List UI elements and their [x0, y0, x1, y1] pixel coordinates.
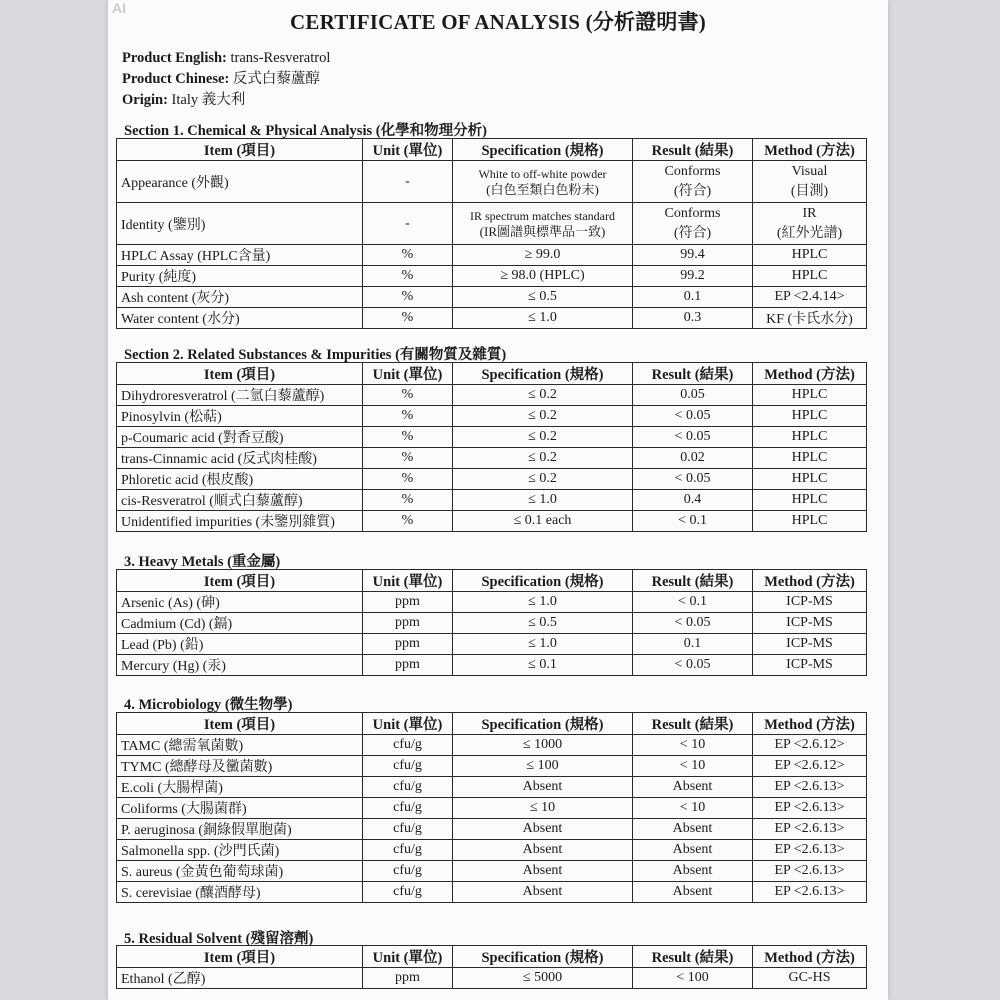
header-method: Method (方法) [753, 139, 867, 161]
cell-method: ICP-MS [753, 634, 867, 655]
cell-result: < 10 [633, 756, 753, 777]
cell-result: < 0.05 [633, 655, 753, 676]
cell-result: 0.4 [633, 490, 753, 511]
cell-item: Cadmium (Cd) (鎘) [117, 613, 363, 634]
cell-method: HPLC [753, 511, 867, 532]
cell-item: Identity (鑒別) [117, 203, 363, 245]
cell-item: E.coli (大腸桿菌) [117, 777, 363, 798]
product-chinese-label: Product Chinese: [122, 71, 230, 87]
cell-spec: ≤ 0.2 [453, 406, 633, 427]
product-english-label: Product English: [122, 50, 227, 66]
cell-item: Pinosylvin (松萜) [117, 406, 363, 427]
table-row [117, 287, 867, 308]
cell-unit: % [363, 511, 453, 532]
table-row [117, 203, 867, 245]
cell-method: EP <2.6.13> [753, 861, 867, 882]
cell-result: < 0.1 [633, 511, 753, 532]
cell-item: Mercury (Hg) (汞) [117, 655, 363, 676]
cell-spec: ≥ 99.0 [453, 245, 633, 266]
table-row [117, 490, 867, 511]
cell-item: Arsenic (As) (砷) [117, 592, 363, 613]
header-spec: Specification (規格) [453, 713, 633, 735]
spec-line-2: (IR圖譜與標準品一致) [479, 223, 606, 239]
cell-unit: ppm [363, 655, 453, 676]
cell-spec: ≥ 98.0 (HPLC) [453, 266, 633, 287]
table-row [117, 735, 867, 756]
cell-item: trans-Cinnamic acid (反式肉桂酸) [117, 448, 363, 469]
cell-spec: ≤ 5000 [453, 968, 633, 989]
cell-unit: - [363, 161, 453, 203]
cell-unit: % [363, 266, 453, 287]
cell-spec: Absent [453, 819, 633, 840]
cell-unit: cfu/g [363, 882, 453, 903]
result-line-1: Conforms [664, 205, 721, 221]
cell-result: < 0.05 [633, 613, 753, 634]
section4-title: 4. Microbiology (微生物學) [124, 697, 293, 713]
cell-unit: % [363, 427, 453, 448]
header-method: Method (方法) [753, 570, 867, 592]
cell-item: Ash content (灰分) [117, 287, 363, 308]
cell-item: Coliforms (大腸菌群) [117, 798, 363, 819]
spec-line-2: (白色至類白色粉末) [486, 181, 599, 197]
cell-method: HPLC [753, 266, 867, 287]
cell-method: HPLC [753, 490, 867, 511]
section1-title: Section 1. Chemical & Physical Analysis (化學和物理分析) [124, 123, 487, 139]
cell-unit: ppm [363, 592, 453, 613]
table-row [117, 427, 867, 448]
header-item: Item (項目) [117, 713, 363, 735]
section1-table [116, 138, 867, 329]
cell-unit: cfu/g [363, 756, 453, 777]
result-line-2: (符合) [673, 183, 712, 199]
cell-item: Salmonella spp. (沙門氏菌) [117, 840, 363, 861]
result-line-2: (符合) [673, 225, 712, 241]
cell-result: Absent [633, 819, 753, 840]
cell-spec: ≤ 0.2 [453, 427, 633, 448]
header-row [117, 139, 867, 161]
product-english-value: trans-Resveratrol [230, 50, 331, 66]
header-result: Result (結果) [633, 139, 753, 161]
section4-table [116, 712, 867, 903]
cell-spec: ≤ 0.2 [453, 385, 633, 406]
cell-item: Lead (Pb) (鉛) [117, 634, 363, 655]
cell-method: ICP-MS [753, 592, 867, 613]
spec-line-1: White to off-white powder [478, 166, 607, 181]
method-line-2: (目測) [790, 183, 829, 199]
cell-unit: % [363, 245, 453, 266]
cell-spec: ≤ 1.0 [453, 308, 633, 329]
cell-result: 0.3 [633, 308, 753, 329]
cell-spec: ≤ 1.0 [453, 490, 633, 511]
cell-method: EP <2.6.13> [753, 798, 867, 819]
header-result: Result (結果) [633, 363, 753, 385]
table-row [117, 613, 867, 634]
cell-unit: cfu/g [363, 819, 453, 840]
cell-method: EP <2.6.12> [753, 756, 867, 777]
cell-spec: ≤ 0.5 [453, 613, 633, 634]
section3-table [116, 569, 867, 676]
cell-method: EP <2.4.14> [753, 287, 867, 308]
cell-method: HPLC [753, 427, 867, 448]
cell-spec: Absent [453, 882, 633, 903]
header-row [117, 363, 867, 385]
cell-unit: % [363, 490, 453, 511]
header-spec: Specification (規格) [453, 946, 633, 968]
result-line-1: Conforms [664, 163, 721, 179]
cell-method: HPLC [753, 385, 867, 406]
header-row [117, 570, 867, 592]
cell-unit: ppm [363, 968, 453, 989]
header-result: Result (結果) [633, 713, 753, 735]
product-chinese-line [122, 69, 330, 90]
cell-result: 0.1 [633, 287, 753, 308]
table-row [117, 385, 867, 406]
cell-method: KF (卡氏水分) [753, 308, 867, 329]
header-unit: Unit (單位) [363, 139, 453, 161]
cell-unit: % [363, 406, 453, 427]
cell-item: Appearance (外觀) [117, 161, 363, 203]
cell-spec: ≤ 10 [453, 798, 633, 819]
table-row [117, 634, 867, 655]
cell-unit: - [363, 203, 453, 245]
table-row [117, 840, 867, 861]
cell-result: 99.4 [633, 245, 753, 266]
cell-method: ICP-MS [753, 655, 867, 676]
cell-item: HPLC Assay (HPLC含量) [117, 245, 363, 266]
header-item: Item (項目) [117, 570, 363, 592]
cell-method: EP <2.6.13> [753, 777, 867, 798]
cell-method [753, 161, 867, 203]
header-spec: Specification (規格) [453, 139, 633, 161]
cell-item: TAMC (總需氧菌數) [117, 735, 363, 756]
table-row [117, 882, 867, 903]
cell-result: < 0.1 [633, 592, 753, 613]
cell-result: < 0.05 [633, 427, 753, 448]
cell-item: TYMC (總酵母及黴菌數) [117, 756, 363, 777]
cell-spec: Absent [453, 840, 633, 861]
cell-spec [453, 161, 633, 203]
header-item: Item (項目) [117, 946, 363, 968]
table-row [117, 245, 867, 266]
table-row [117, 756, 867, 777]
cell-method: HPLC [753, 406, 867, 427]
cell-method: GC-HS [753, 968, 867, 989]
cell-result: < 10 [633, 798, 753, 819]
cell-spec: ≤ 1.0 [453, 592, 633, 613]
cell-unit: % [363, 287, 453, 308]
table-row [117, 308, 867, 329]
cell-item: S. cerevisiae (釀酒酵母) [117, 882, 363, 903]
product-info [122, 48, 330, 111]
cell-unit: cfu/g [363, 798, 453, 819]
corner-mark: AI [112, 0, 126, 16]
table-row [117, 406, 867, 427]
method-line-1: Visual [791, 163, 828, 179]
header-result: Result (結果) [633, 946, 753, 968]
table-row [117, 655, 867, 676]
cell-unit: cfu/g [363, 777, 453, 798]
document-title: CERTIFICATE OF ANALYSIS (分析證明書) [290, 10, 706, 34]
table-row [117, 777, 867, 798]
header-item: Item (項目) [117, 363, 363, 385]
section5-table [116, 945, 867, 989]
header-result: Result (結果) [633, 570, 753, 592]
cell-unit: ppm [363, 634, 453, 655]
cell-unit: % [363, 448, 453, 469]
table-row [117, 592, 867, 613]
cell-method: HPLC [753, 245, 867, 266]
product-english-line [122, 48, 330, 69]
cell-result: 0.02 [633, 448, 753, 469]
method-line-1: IR [802, 205, 817, 221]
table-row [117, 469, 867, 490]
cell-item: p-Coumaric acid (對香豆酸) [117, 427, 363, 448]
cell-item: Phloretic acid (根皮酸) [117, 469, 363, 490]
header-spec: Specification (規格) [453, 570, 633, 592]
header-row [117, 946, 867, 968]
header-method: Method (方法) [753, 713, 867, 735]
cell-spec: ≤ 1.0 [453, 634, 633, 655]
cell-result: < 0.05 [633, 469, 753, 490]
cell-spec: ≤ 1000 [453, 735, 633, 756]
table-row [117, 798, 867, 819]
header-item: Item (項目) [117, 139, 363, 161]
cell-unit: % [363, 385, 453, 406]
header-method: Method (方法) [753, 363, 867, 385]
header-unit: Unit (單位) [363, 570, 453, 592]
cell-method: EP <2.6.12> [753, 735, 867, 756]
cell-unit: % [363, 308, 453, 329]
cell-item: P. aeruginosa (銅綠假單胞菌) [117, 819, 363, 840]
product-chinese-value: 反式白藜蘆醇 [232, 71, 320, 87]
section2-table [116, 362, 867, 532]
cell-spec: ≤ 0.1 each [453, 511, 633, 532]
cell-item: Purity (純度) [117, 266, 363, 287]
cell-method: ICP-MS [753, 613, 867, 634]
header-spec: Specification (規格) [453, 363, 633, 385]
table-row [117, 448, 867, 469]
cell-method: HPLC [753, 469, 867, 490]
table-row [117, 161, 867, 203]
cell-method: HPLC [753, 448, 867, 469]
table-row [117, 861, 867, 882]
table-row [117, 266, 867, 287]
cell-item: Dihydroresveratrol (二氫白藜蘆醇) [117, 385, 363, 406]
cell-spec: ≤ 100 [453, 756, 633, 777]
header-unit: Unit (單位) [363, 713, 453, 735]
table-row [117, 511, 867, 532]
header-method: Method (方法) [753, 946, 867, 968]
cell-result: 99.2 [633, 266, 753, 287]
cell-result: Absent [633, 777, 753, 798]
cell-result: 0.05 [633, 385, 753, 406]
spec-line-1: IR spectrum matches standard [470, 208, 615, 223]
cell-unit: % [363, 469, 453, 490]
cell-result: < 10 [633, 735, 753, 756]
section5-title: 5. Residual Solvent (殘留溶劑) [124, 931, 314, 947]
cell-item: Unidentified impurities (未鑒別雜質) [117, 511, 363, 532]
cell-result: Absent [633, 840, 753, 861]
cell-spec: Absent [453, 861, 633, 882]
cell-method: EP <2.6.13> [753, 819, 867, 840]
section2-title: Section 2. Related Substances & Impurities (有關物質及雜質) [124, 347, 507, 363]
cell-unit: cfu/g [363, 861, 453, 882]
table-row [117, 968, 867, 989]
cell-item: S. aureus (金黃色葡萄球菌) [117, 861, 363, 882]
table-row [117, 819, 867, 840]
cell-result: Absent [633, 882, 753, 903]
cell-unit: ppm [363, 613, 453, 634]
cell-method: EP <2.6.13> [753, 840, 867, 861]
origin-value: Italy 義大利 [171, 92, 246, 108]
cell-item: Water content (水分) [117, 308, 363, 329]
cell-result [633, 161, 753, 203]
cell-method: EP <2.6.13> [753, 882, 867, 903]
cell-result: 0.1 [633, 634, 753, 655]
cell-item: Ethanol (乙醇) [117, 968, 363, 989]
header-unit: Unit (單位) [363, 363, 453, 385]
origin-label: Origin: [122, 92, 168, 108]
cell-spec: ≤ 0.2 [453, 469, 633, 490]
header-unit: Unit (單位) [363, 946, 453, 968]
section3-title: 3. Heavy Metals (重金屬) [124, 554, 281, 570]
cell-unit: cfu/g [363, 840, 453, 861]
cell-spec [453, 203, 633, 245]
cell-result [633, 203, 753, 245]
cell-result: < 0.05 [633, 406, 753, 427]
cell-spec: ≤ 0.2 [453, 448, 633, 469]
cell-method [753, 203, 867, 245]
cell-spec: ≤ 0.5 [453, 287, 633, 308]
cell-spec: Absent [453, 777, 633, 798]
cell-item: cis-Resveratrol (順式白藜蘆醇) [117, 490, 363, 511]
origin-line [122, 90, 330, 111]
cell-spec: ≤ 0.1 [453, 655, 633, 676]
cell-result: < 100 [633, 968, 753, 989]
method-line-2: (紅外光譜) [776, 225, 843, 241]
cell-unit: cfu/g [363, 735, 453, 756]
header-row [117, 713, 867, 735]
cell-result: Absent [633, 861, 753, 882]
